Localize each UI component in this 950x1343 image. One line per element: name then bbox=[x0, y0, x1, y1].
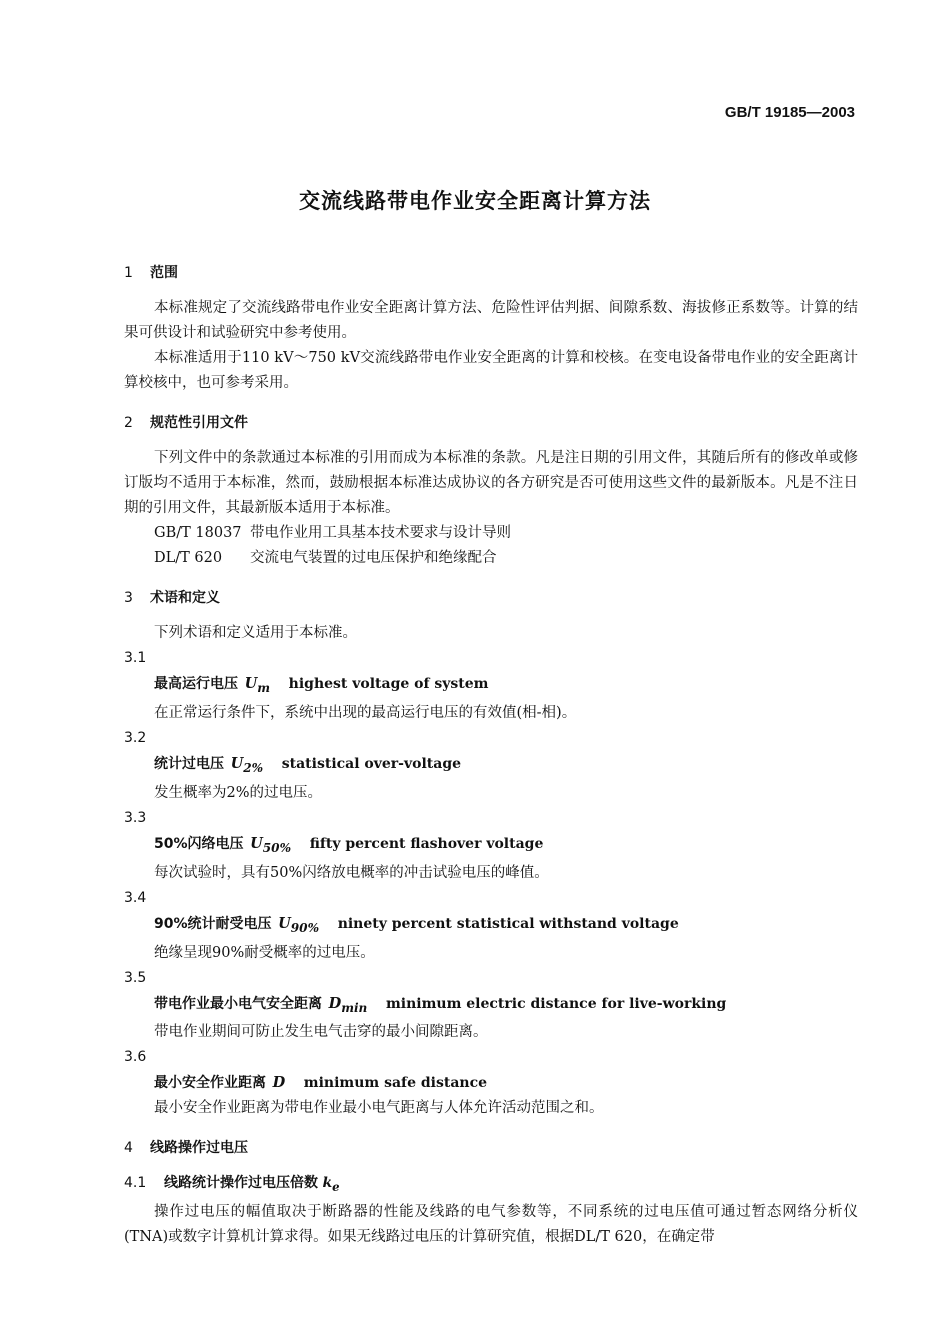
term-definition: 在正常运行条件下，系统中出现的最高运行电压的有效值(相-相)。 bbox=[154, 704, 577, 721]
section-title: 术语和定义 bbox=[150, 590, 220, 606]
document-title: 交流线路带电作业安全距离计算方法 bbox=[299, 189, 651, 213]
section-heading bbox=[124, 262, 858, 284]
section-number: 4 bbox=[124, 1140, 133, 1157]
standard-code: GB/T 19185—2003 bbox=[724, 104, 855, 121]
term-symbol: D bbox=[272, 1074, 286, 1092]
reference-item bbox=[124, 521, 858, 546]
term-entry bbox=[124, 831, 858, 861]
term-en: ninety percent statistical withstand voltage bbox=[337, 915, 679, 932]
clause-number: 3.6 bbox=[124, 1049, 147, 1066]
reference-code: GB/T 18037 bbox=[154, 525, 242, 541]
term-zh: 统计过电压 bbox=[154, 755, 224, 772]
term-symbol: $U_{2\%}$ bbox=[230, 754, 264, 775]
paragraph: 操作过电压的幅值取决于断路器的性能及线路的电气参数等，不同系统的过电压值可通过暂态网络分析仪(TNA)或数字计算机计算求得。如果无线路过电压的计算研究值，根据DL/T 620，在确定带 bbox=[124, 1204, 858, 1246]
term-entry bbox=[124, 991, 858, 1021]
section-title: 规范性引用文件 bbox=[150, 415, 248, 431]
term-definition: 每次试验时，具有50%闪络放电概率的冲击试验电压的峰值。 bbox=[154, 864, 549, 881]
term-en: statistical over-voltage bbox=[281, 755, 462, 772]
term-symbol: $D_{min}$ bbox=[328, 994, 368, 1015]
section-number: 2 bbox=[124, 415, 133, 431]
term-entry bbox=[124, 911, 858, 941]
clause-number: 3.2 bbox=[124, 729, 147, 746]
term-symbol: $U_{90\%}$ bbox=[278, 914, 320, 935]
section-number: 1 bbox=[124, 265, 133, 281]
term-en: fifty percent flashover voltage bbox=[309, 835, 544, 852]
clause-number: 3.4 bbox=[124, 889, 147, 906]
term-definition: 带电作业期间可防止发生电气击穿的最小间隙距离。 bbox=[154, 1024, 488, 1041]
section-title: 线路操作过电压 bbox=[150, 1140, 248, 1157]
document-body bbox=[124, 262, 858, 1250]
clause-number: 3.3 bbox=[124, 809, 147, 826]
term-entry bbox=[124, 671, 858, 701]
section-number: 3 bbox=[124, 590, 133, 606]
term-entry bbox=[124, 1070, 858, 1096]
paragraph: 本标准适用于110 kV～750 kV交流线路带电作业安全距离的计算和校核。在变电设备带电作业的安全距离计算校核中，也可参考采用。 bbox=[124, 350, 858, 391]
reference-item bbox=[124, 546, 858, 571]
section-title: 范围 bbox=[150, 265, 178, 281]
term-en: highest voltage of system bbox=[288, 676, 489, 692]
paragraph: 下列术语和定义适用于本标准。 bbox=[154, 625, 357, 641]
term-zh: 最小安全作业距离 bbox=[154, 1075, 266, 1092]
clause-number: 3.5 bbox=[124, 969, 147, 986]
term-zh: 带电作业最小电气安全距离 bbox=[154, 995, 322, 1012]
term-en: minimum electric distance for live-working bbox=[385, 995, 727, 1012]
term-zh: 最高运行电压 bbox=[154, 676, 238, 692]
section-heading bbox=[124, 412, 858, 434]
term-definition: 发生概率为2%的过电压。 bbox=[154, 784, 323, 801]
subsection-title: 线路统计操作过电压倍数 bbox=[164, 1175, 318, 1192]
term-definition: 最小安全作业距离为带电作业最小电气距离与人体允许活动范围之和。 bbox=[154, 1100, 604, 1117]
paragraph: 下列文件中的条款通过本标准的引用而成为本标准的条款。凡是注日期的引用文件，其随后所有的修改单或修订版均不适用于本标准，然而，鼓励根据本标准达成协议的各方研究是否可使用这些文件的最新版本。凡是不注日期的引用文件，其最新版本适用于本标准。 bbox=[124, 450, 858, 516]
section-heading bbox=[124, 1137, 858, 1159]
section-heading bbox=[124, 587, 858, 609]
term-en: minimum safe distance bbox=[303, 1075, 487, 1092]
subsection-symbol: $k_e$ bbox=[322, 1175, 340, 1195]
reference-title: 带电作业用工具基本技术要求与设计导则 bbox=[250, 525, 511, 541]
clause-number: 3.1 bbox=[124, 650, 147, 666]
term-symbol: $U_m$ bbox=[244, 675, 271, 695]
term-definition: 绝缘呈现90%耐受概率的过电压。 bbox=[154, 944, 375, 961]
subsection-number: 4.1 bbox=[124, 1175, 147, 1192]
term-zh: 90%统计耐受电压 bbox=[154, 915, 272, 932]
reference-code: DL/T 620 bbox=[154, 550, 223, 566]
subsection-heading bbox=[124, 1171, 858, 1200]
term-zh: 50%闪络电压 bbox=[154, 835, 244, 852]
term-entry bbox=[124, 751, 858, 781]
reference-title: 交流电气装置的过电压保护和绝缘配合 bbox=[250, 550, 497, 566]
term-symbol: $U_{50\%}$ bbox=[250, 834, 292, 855]
paragraph: 本标准规定了交流线路带电作业安全距离计算方法、危险性评估判据、间隙系数、海拔修正系数等。计算的结果可供设计和试验研究中参考使用。 bbox=[124, 300, 858, 341]
